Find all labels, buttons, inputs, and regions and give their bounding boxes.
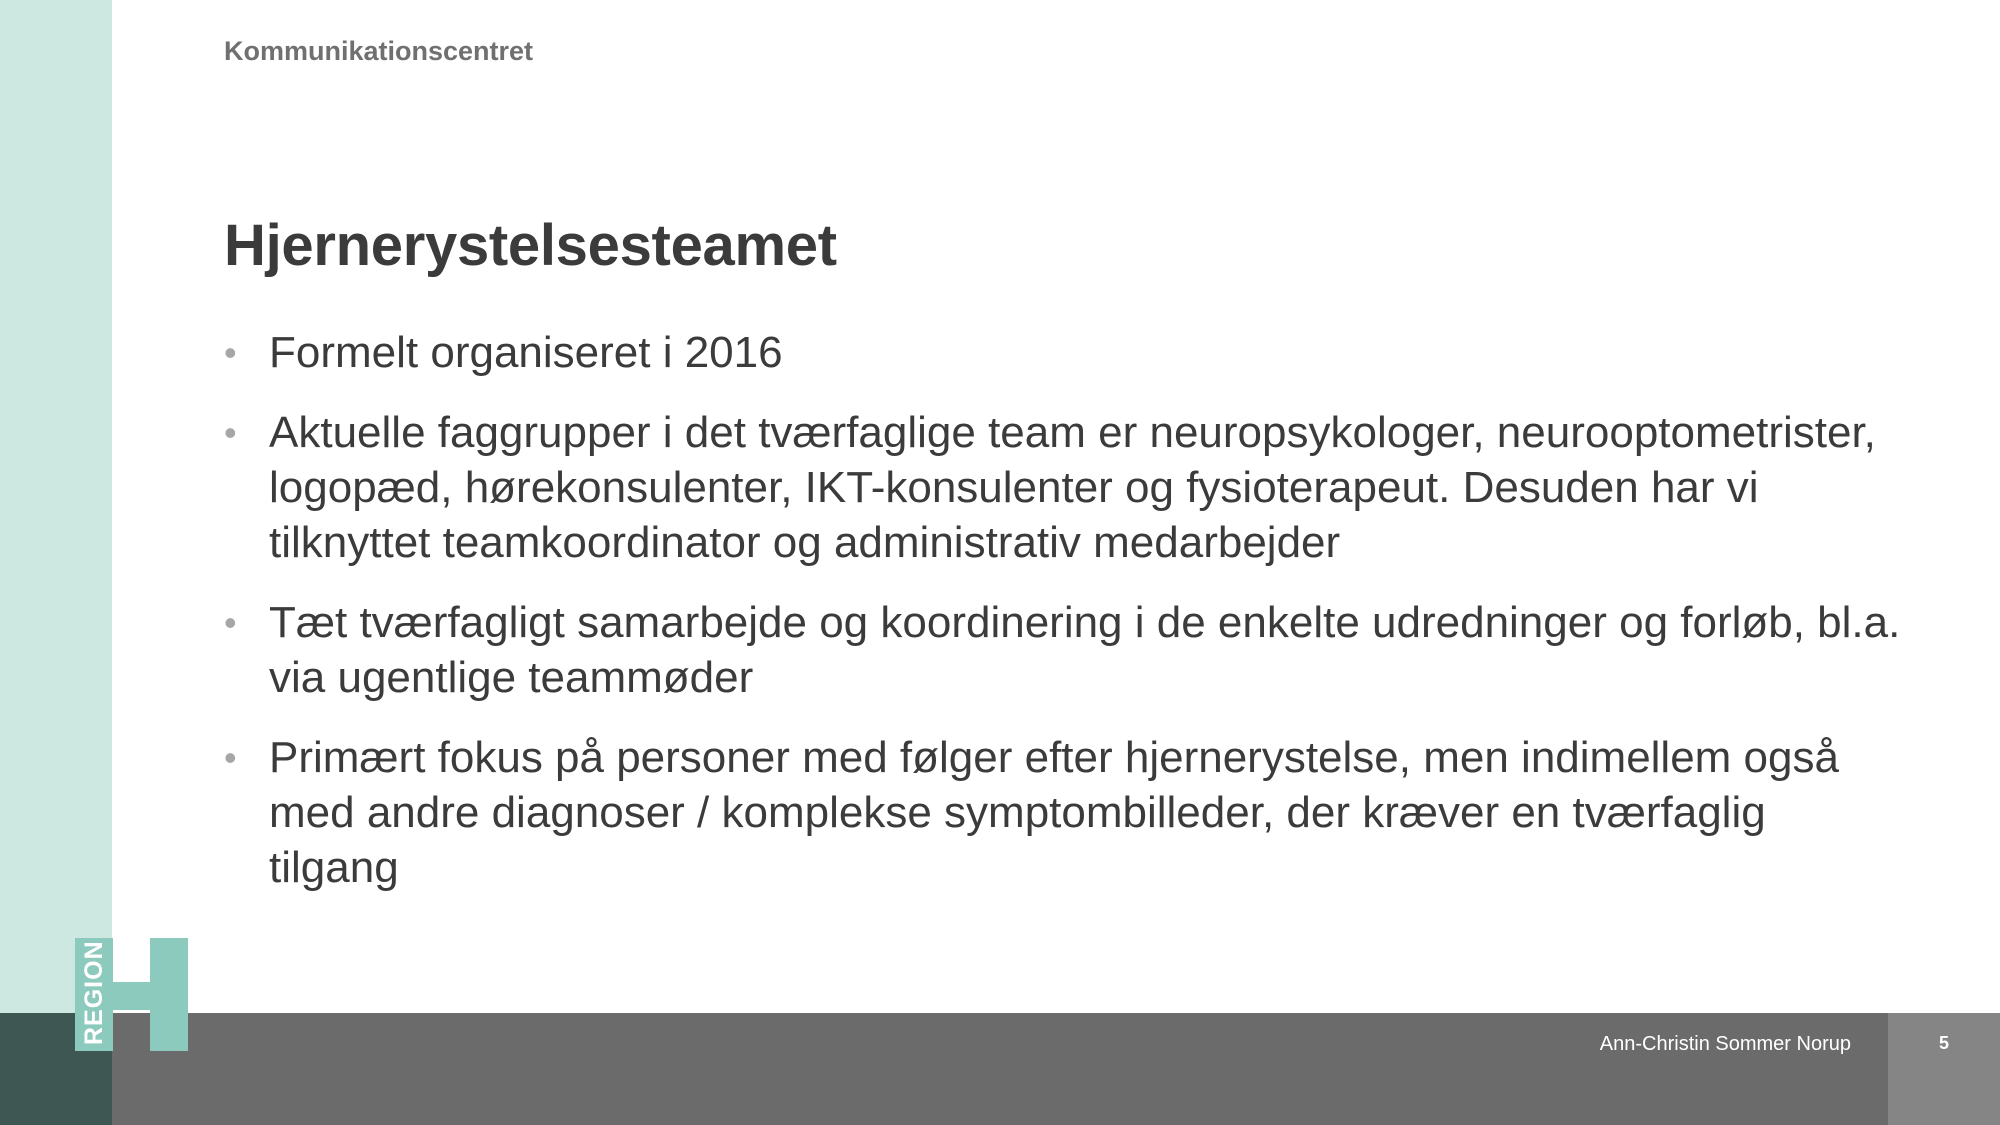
logo-text: REGION (80, 940, 108, 1045)
bullet-item (224, 595, 1904, 705)
bullet-item (224, 730, 1904, 895)
bullet-text: Tæt tværfagligt samarbejde og koordinering i de enkelte udredninger og forløb, bl.a. via ugentlige teammøder (269, 598, 1901, 702)
footer-bar (0, 1013, 2000, 1125)
footer-author: Ann-Christin Sommer Norup (1599, 1033, 1851, 1055)
slide-title: Hjernerystelsesteamet (224, 213, 837, 278)
bullet-list (224, 325, 1904, 920)
bullet-item (224, 325, 1904, 380)
bullet-text: Formelt organiseret i 2016 (269, 328, 783, 377)
footer-page-box (1888, 1013, 2000, 1125)
bullet-dot-icon: • (224, 412, 237, 453)
bullet-dot-icon: • (224, 332, 237, 373)
region-h-logo (75, 938, 188, 1051)
bullet-text: Primært fokus på personer med følger efter hjernerystelse, men indimellem også med andre diagnoser / komplekse symptombilleder, der kræver en tværfaglig tilgang (269, 733, 1839, 892)
bullet-item (224, 405, 1904, 570)
organization-name: Kommunikationscentret (224, 36, 534, 66)
bullet-dot-icon: • (224, 602, 237, 643)
left-accent-band (0, 0, 112, 1013)
bullet-dot-icon: • (224, 737, 237, 778)
page-number: 5 (1938, 1033, 1949, 1053)
bullet-text: Aktuelle faggrupper i det tværfaglige team er neuropsykologer, neurooptometrister, logopæd, hørekonsulenter, IKT-konsulenter og fysioterapeut. Desuden har vi tilknyttet teamkoordinator og administrativ medarbejder (269, 408, 1876, 567)
